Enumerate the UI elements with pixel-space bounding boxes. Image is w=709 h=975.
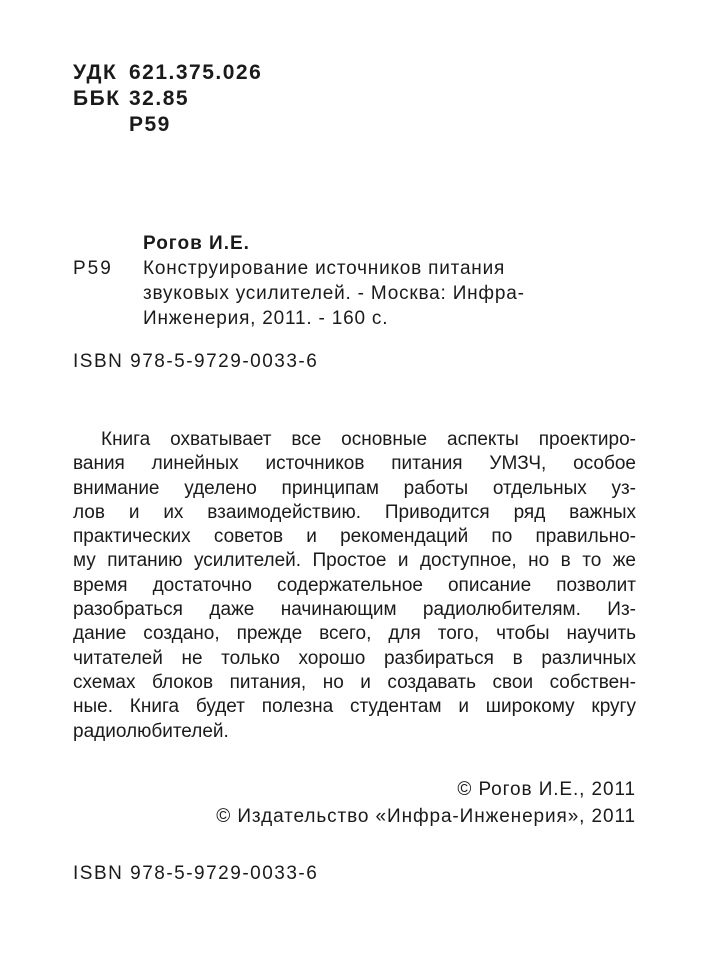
copyright-publisher: © Издательство «Инфра-Инженерия», 2011 [216, 806, 636, 827]
author-mark-row [73, 112, 262, 138]
book-author: Рогов И.Е. [143, 233, 250, 254]
bib-description-line: Конструирование источников питания [143, 258, 506, 279]
bib-description-line: Инженерия, 2011. - 160 с. [143, 308, 389, 329]
udk-row [73, 60, 262, 86]
udk-label: УДК [73, 61, 118, 84]
bib-author-mark: Р59 [73, 258, 113, 279]
isbn-top: ISBN 978-5-9729-0033-6 [73, 351, 319, 372]
annotation-line: Книга охватывает все основные аспекты проектиро- [101, 429, 636, 450]
bib-description-row [73, 256, 525, 331]
copyright-author: © Рогов И.Е., 2011 [457, 779, 636, 800]
annotation-line: вания линейных источников питания УМЗЧ, особое [73, 453, 636, 475]
annotation-line: лов и их взаимодействию. Приводится ряд важных [73, 501, 636, 523]
bib-author-row [73, 231, 525, 256]
annotation-line: радиолюбителей. [73, 720, 229, 742]
classification-codes [73, 60, 262, 138]
annotation-line: практических советов и рекомендаций по правильно- [73, 526, 636, 548]
bbk-label: ББК [73, 87, 121, 110]
bib-description [143, 256, 525, 331]
annotation-line: время достаточно содержательное описание позволит [73, 574, 636, 596]
bbk-value: 32.85 [129, 87, 190, 110]
isbn-bottom: ISBN 978-5-9729-0033-6 [73, 863, 319, 884]
annotation-line: внимание уделено принципам работы отдельных уз- [73, 477, 636, 499]
annotation-line: му питанию усилителей. Простое и доступное, но в то же [73, 550, 636, 572]
bib-description-line: звуковых усилителей. - Москва: Инфра- [143, 283, 525, 304]
udk-value: 621.375.026 [129, 61, 263, 84]
bibliographic-record [73, 231, 525, 331]
copyright-block [216, 776, 636, 830]
author-mark-code: Р59 [129, 113, 171, 136]
annotation-line: читателей не только хорошо разбираться в различных [73, 647, 636, 669]
annotation-line: разобраться даже начинающим радиолюбителям. Из- [73, 599, 636, 621]
annotation-line: ные. Книга будет полезна студентам и широкому кругу [73, 696, 636, 718]
annotation-line: схемах блоков питания, но и создавать свои собствен- [73, 671, 636, 693]
annotation-line: дание создано, прежде всего, для того, чтобы научить [73, 623, 636, 645]
annotation-paragraph [73, 428, 636, 744]
bbk-row [73, 86, 262, 112]
